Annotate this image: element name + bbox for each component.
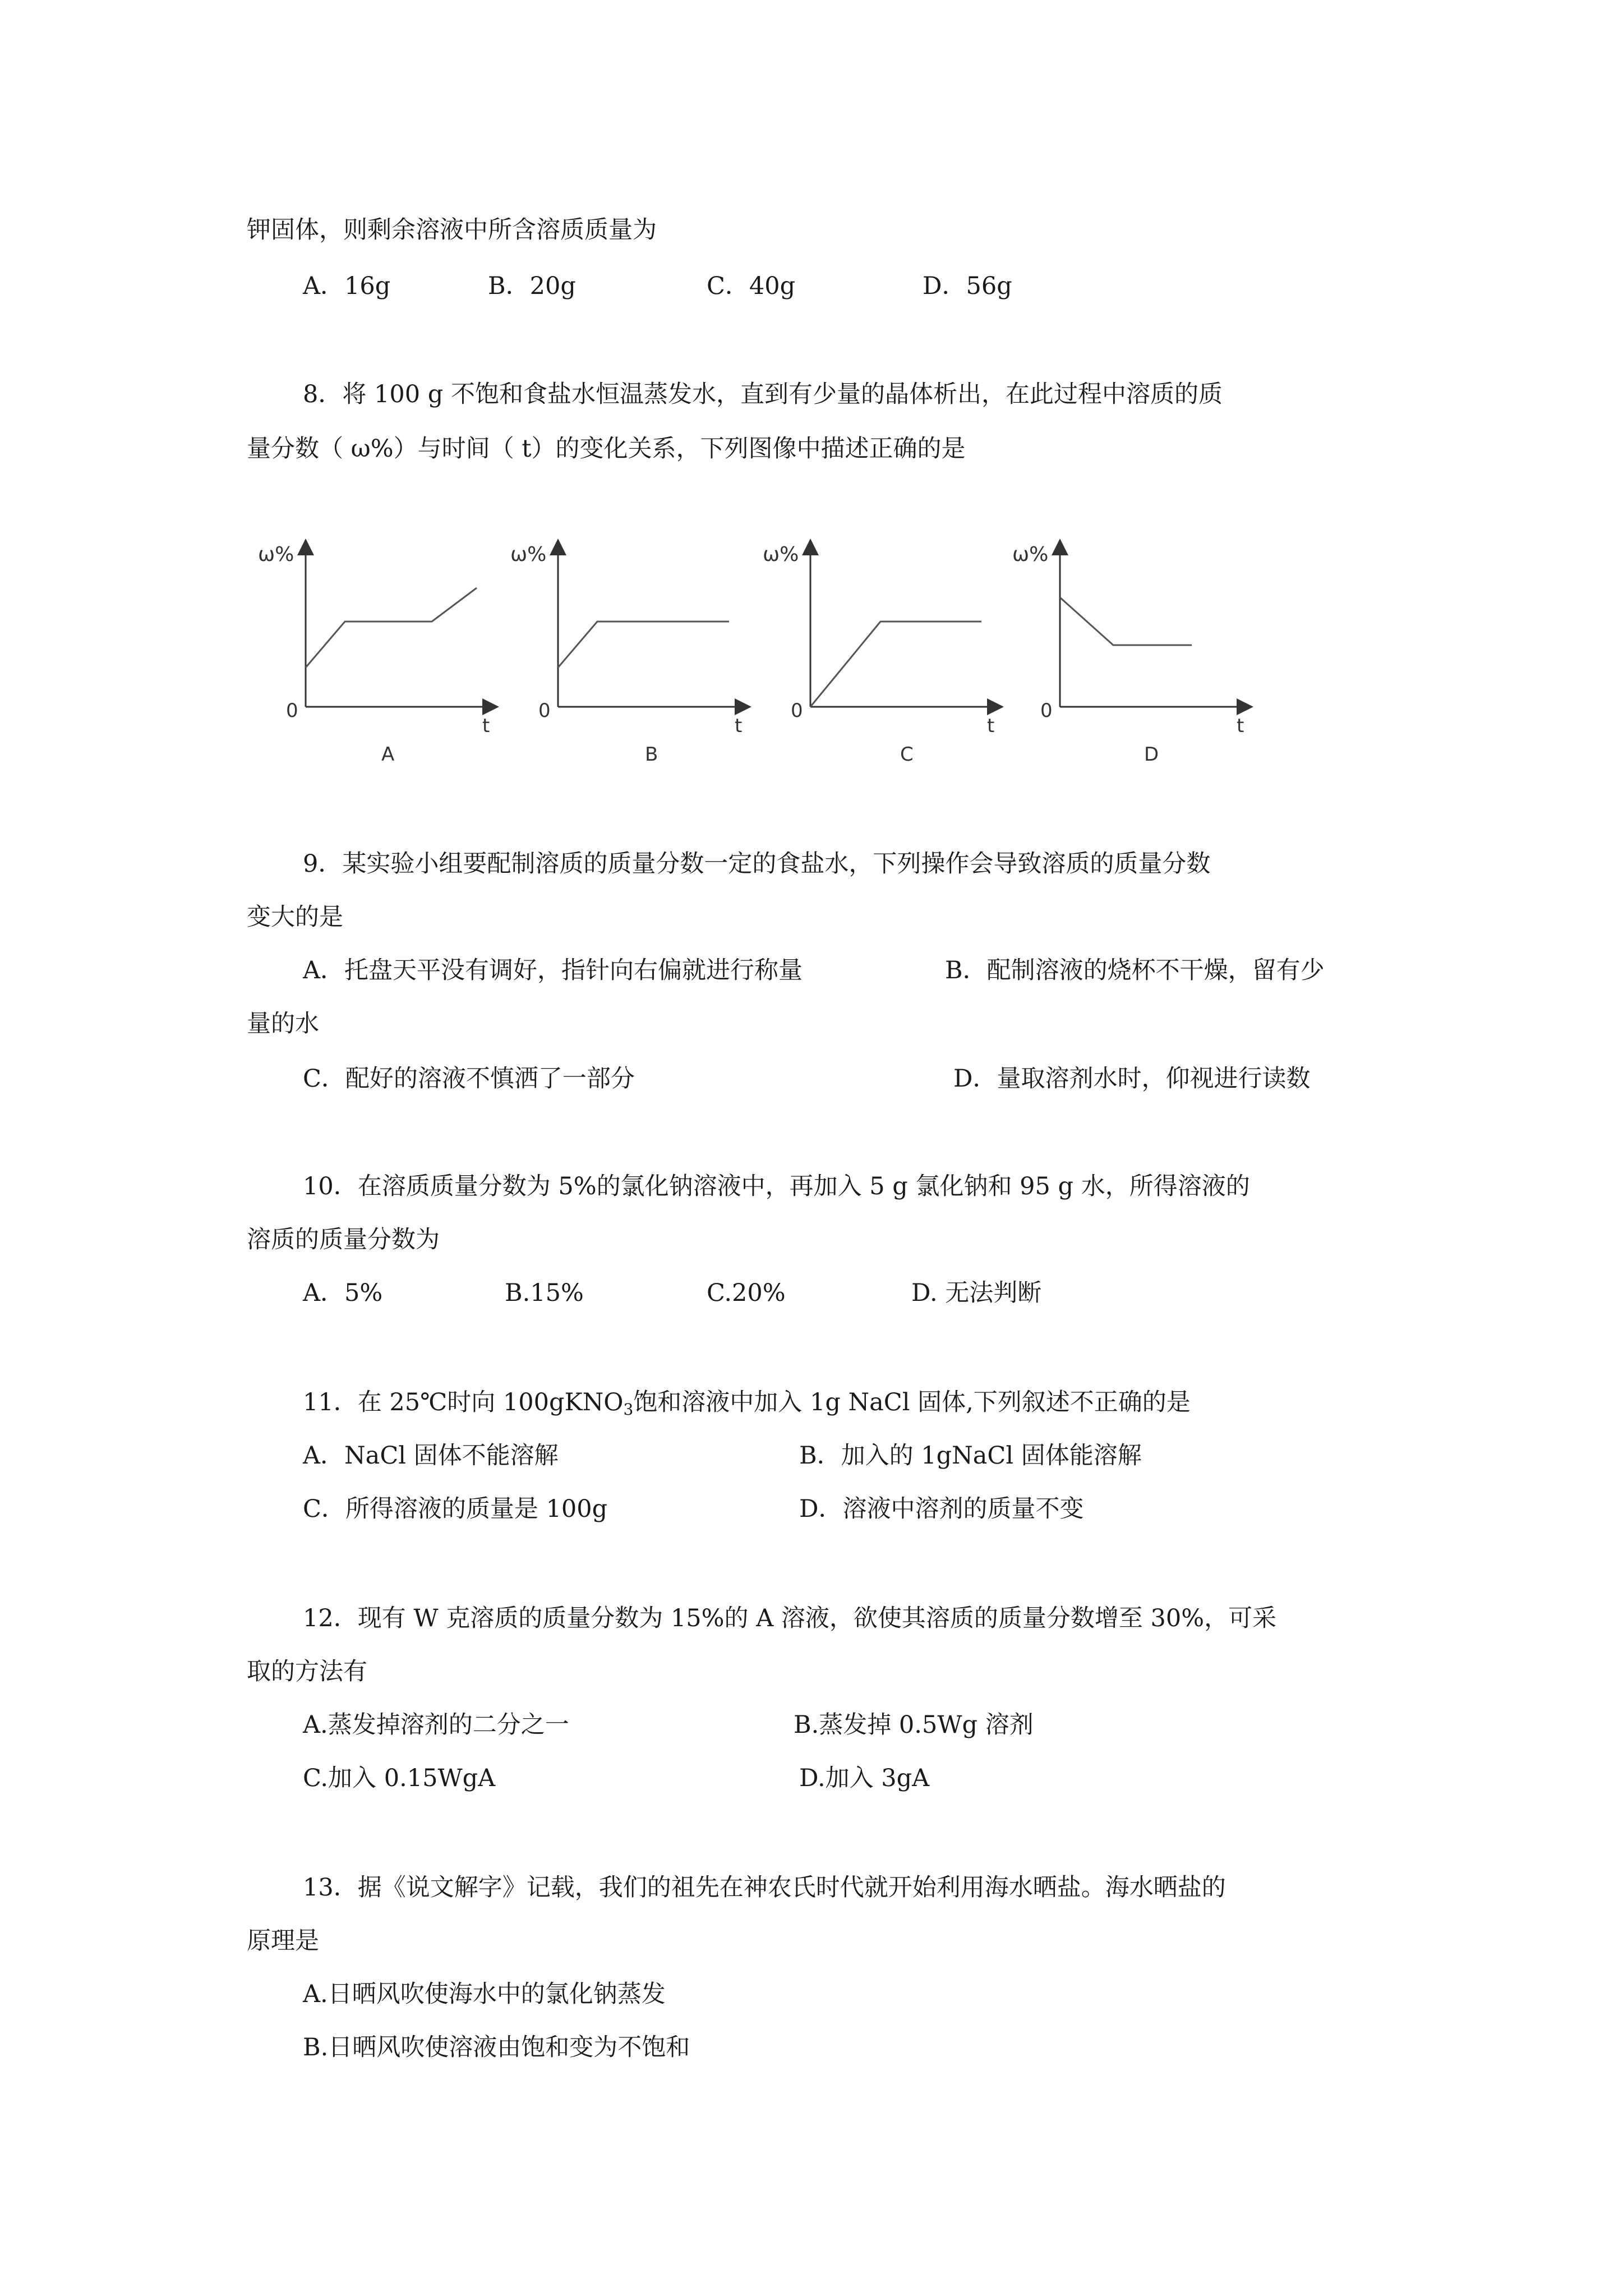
q7-option-b: B．20g bbox=[488, 272, 576, 300]
graph-c bbox=[763, 539, 1004, 774]
q13-stem-line1: 13．据《说文解字》记载，我们的祖先在神农氏时代就开始利用海水晒盐。海水晒盐的 bbox=[303, 1874, 1226, 1902]
q10-option-a: A．5% bbox=[303, 1279, 383, 1307]
q11-option-c: C．所得溶液的质量是 100g bbox=[303, 1495, 608, 1523]
q11-stem-pre: 11．在 25℃时向 100gKNO bbox=[303, 1388, 624, 1416]
q7-option-d: D．56g bbox=[923, 272, 1012, 300]
graph-d-origin: 0 bbox=[1040, 700, 1053, 722]
graph-d-label: D bbox=[1144, 743, 1159, 766]
graph-b-label: B bbox=[645, 743, 658, 766]
q10-stem-line1: 10．在溶质质量分数为 5%的氯化钠溶液中，再加入 5 g 氯化钠和 95 g 水，所得溶液的 bbox=[303, 1172, 1250, 1200]
q11-option-a: A．NaCl 固体不能溶解 bbox=[303, 1442, 559, 1470]
graph-d-curve bbox=[1060, 597, 1192, 645]
q9-stem-line2: 变大的是 bbox=[247, 903, 343, 931]
graph-a-origin: 0 bbox=[286, 700, 298, 722]
q11-option-b: B．加入的 1gNaCl 固体能溶解 bbox=[799, 1442, 1142, 1470]
graph-c-svg bbox=[763, 539, 1004, 774]
graph-c-ylabel: ω% bbox=[763, 543, 799, 566]
q10-option-b: B.15% bbox=[505, 1279, 584, 1307]
graph-b-origin: 0 bbox=[538, 700, 551, 722]
q13-option-a: A.日晒风吹使海水中的氯化钠蒸发 bbox=[303, 1980, 666, 2008]
graph-c-xlabel: t bbox=[987, 715, 995, 737]
q12-option-a: A.蒸发掉溶剂的二分之一 bbox=[303, 1711, 569, 1739]
q10-option-c: C.20% bbox=[707, 1279, 786, 1307]
q9-option-c: C．配好的溶液不慎洒了一部分 bbox=[303, 1065, 635, 1093]
q9-option-b-cont: 量的水 bbox=[247, 1010, 319, 1038]
graph-b-xlabel: t bbox=[735, 715, 743, 737]
q12-stem-line2: 取的方法有 bbox=[247, 1658, 367, 1686]
q13-stem-line2: 原理是 bbox=[247, 1927, 319, 1955]
graph-d bbox=[1012, 539, 1253, 774]
q11-stem-post: 饱和溶液中加入 1g NaCl 固体,下列叙述不正确的是 bbox=[633, 1388, 1191, 1416]
q9-option-d: D．量取溶剂水时，仰视进行读数 bbox=[953, 1065, 1311, 1093]
graph-b-curve bbox=[558, 622, 729, 668]
graph-a-xlabel: t bbox=[482, 715, 490, 737]
q7-option-a: A．16g bbox=[303, 272, 391, 300]
q12-option-b: B.蒸发掉 0.5Wg 溶剂 bbox=[794, 1711, 1034, 1739]
q10-option-d: D. 无法判断 bbox=[911, 1279, 1042, 1307]
q9-stem-line1: 9．某实验小组要配制溶质的质量分数一定的食盐水，下列操作会导致溶质的质量分数 bbox=[303, 850, 1211, 878]
graph-b bbox=[510, 539, 751, 774]
q13-option-b: B.日晒风吹使溶液由饱和变为不饱和 bbox=[303, 2033, 690, 2062]
graph-a-svg bbox=[258, 539, 499, 774]
graph-a-curve bbox=[306, 588, 477, 668]
q11-stem bbox=[303, 1386, 1191, 1419]
q11-stem-subscript: 3 bbox=[623, 1400, 634, 1419]
q12-stem-line1: 12．现有 W 克溶质的质量分数为 15%的 A 溶液，欲使其溶质的质量分数增至 30%，可采 bbox=[303, 1604, 1277, 1632]
graph-a-label: A bbox=[381, 743, 395, 766]
graph-d-xlabel: t bbox=[1237, 715, 1244, 737]
graph-c-curve bbox=[810, 622, 981, 707]
q7-option-c: C．40g bbox=[707, 272, 796, 300]
q12-option-d: D.加入 3gA bbox=[799, 1764, 930, 1792]
graph-a bbox=[258, 539, 499, 774]
graph-a-ylabel: ω% bbox=[258, 543, 294, 566]
q9-option-b: B．配制溶液的烧杯不干燥，留有少 bbox=[945, 956, 1325, 984]
q8-stem-line2: 量分数（ ω%）与时间（ t）的变化关系，下列图像中描述正确的是 bbox=[247, 435, 966, 463]
graph-c-origin: 0 bbox=[791, 700, 803, 722]
q12-option-c: C.加入 0.15WgA bbox=[303, 1764, 496, 1792]
q8-stem-line1: 8．将 100 g 不饱和食盐水恒温蒸发水，直到有少量的晶体析出，在此过程中溶质的质 bbox=[303, 380, 1223, 408]
graph-b-svg bbox=[510, 539, 751, 774]
graph-d-ylabel: ω% bbox=[1012, 543, 1049, 566]
graph-c-label: C bbox=[900, 743, 914, 766]
graph-d-svg bbox=[1012, 539, 1253, 774]
q9-option-a: A．托盘天平没有调好，指针向右偏就进行称量 bbox=[303, 956, 803, 984]
graph-b-ylabel: ω% bbox=[510, 543, 547, 566]
q10-stem-line2: 溶质的质量分数为 bbox=[247, 1226, 440, 1254]
q7-stem-tail: 钾固体，则剩余溶液中所含溶质质量为 bbox=[247, 216, 657, 244]
q11-option-d: D．溶液中溶剂的质量不变 bbox=[799, 1495, 1084, 1523]
